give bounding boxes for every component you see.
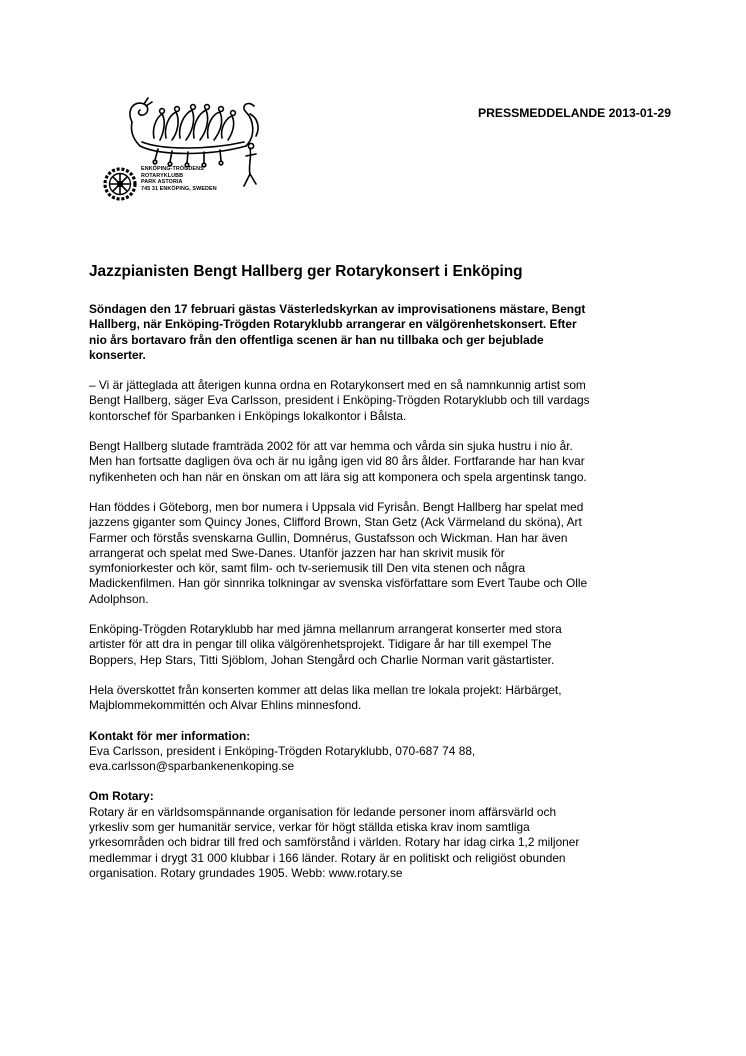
contact-heading: Kontakt för mer information:	[89, 728, 251, 743]
paragraph-line: Bengt Hallberg, säger Eva Carlsson, president i Enköping-Trögden Rotaryklubb och till vardags	[89, 393, 590, 408]
article-lede	[89, 302, 689, 363]
article-headline: Jazzpianisten Bengt Hallberg ger Rotarykonsert i Enköping	[89, 263, 523, 280]
paragraph-line: jazzens giganter som Quincy Jones, Clifford Brown, Stan Getz (Ack Värmeland du sköna), Art	[89, 515, 582, 530]
press-release-label: PRESSMEDDELANDE 2013-01-29	[477, 106, 671, 120]
about-heading: Om Rotary:	[89, 789, 154, 804]
paragraph-line: Majblommekommittén och Alvar Ehlins minnesfond.	[89, 698, 362, 713]
paragraph-line: Farmer och förstås svenskarna Gullin, Domnérus, Gustafsson och Wickman. Han har även	[89, 530, 568, 545]
paragraph-biography	[89, 500, 689, 607]
club-address-line: PARK ASTORIA	[141, 179, 183, 186]
paragraph-line: Madickenfilmen. Han gör sinnrika tolkningar av svenska visförfattare som Evert Taube och Olle	[89, 576, 588, 591]
paragraph-line: arrangerat och spelat med Swe-Danes. Utanför jazzen har han skrivit musik för	[89, 545, 505, 560]
contact-email: eva.carlsson@sparbankenenkoping.se	[89, 759, 295, 774]
contact-section	[89, 729, 689, 775]
club-address-line: ENKÖPING-TRÖGDENS	[141, 166, 204, 172]
paragraph-line: Han föddes i Göteborg, men bor numera i Uppsala vid Fyrisån. Bengt Hallberg har spelat med	[89, 499, 584, 514]
paragraph-past-concerts	[89, 622, 689, 668]
paragraph-quote	[89, 378, 689, 424]
lede-line: Söndagen den 17 februari gästas Västerledskyrkan av improvisationens mästare, Bengt	[89, 302, 586, 316]
paragraph-line: nyfikenheten och han när en önskan om att lära sig att komponera och spela argentinsk tango.	[89, 469, 587, 484]
lede-line: Hallberg, när Enköping-Trögden Rotaryklubb arrangerar en välgörenhetskonsert. Efter	[89, 317, 577, 332]
paragraph-line: – Vi är jätteglada att återigen kunna ordna en Rotarykonsert med en så namnkunnig artist som	[89, 378, 586, 393]
paragraph-line: Adolphson.	[89, 591, 149, 606]
lede-line: nio års bortavaro från den offentliga scenen är han nu tillbaka och ger bejublade	[89, 332, 544, 347]
about-line: Rotary är en världsomspännande organisation för ledande personer inom affärsvärld och	[89, 804, 557, 819]
about-line: yrkesområden och bidrar till fred och samförstånd i världen. Rotary har idag cirka 1,2 miljoner	[89, 835, 580, 850]
paragraph-career-pause	[89, 439, 689, 485]
article-body	[89, 262, 689, 896]
about-line: medlemmar i drygt 31 000 klubbar i 166 länder. Rotary är en politiskt och religiöst obunden	[89, 850, 566, 865]
lede-line: konserter.	[89, 347, 146, 362]
paragraph-line: symfoniorkester och kör, samt film- och tv-seriemusik till Den vita stenen och några	[89, 561, 526, 576]
rotary-club-logo	[100, 92, 276, 210]
paragraph-line: Bengt Hallberg slutade framträda 2002 för att var hemma och vårda sin sjuka hustru i nio år.	[89, 439, 573, 454]
paragraph-line: kontorschef för Sparbanken i Enköpings lokalkontor i Bålsta.	[89, 408, 407, 423]
about-rotary-section	[89, 789, 689, 881]
contact-line: Eva Carlsson, president i Enköping-Trögden Rotaryklubb, 070-687 74 88,	[89, 743, 476, 758]
club-address-line: 745 31 ENKÖPING, SWEDEN	[141, 185, 217, 192]
club-address-line: ROTARYKLUBB	[141, 172, 184, 179]
paragraph-line: Enköping-Trögden Rotaryklubb har med jämna mellanrum arrangerat konserter med stora	[89, 622, 562, 637]
about-line: yrkesliv som ger humanitär service, verkar för högt ställda etiska krav inom samtliga	[89, 820, 530, 835]
club-address	[141, 166, 217, 192]
paragraph-proceeds	[89, 683, 689, 714]
paragraph-line: Hela överskottet från konserten kommer att delas lika mellan tre lokala projekt: Härbärget,	[89, 682, 562, 697]
rotary-wheel-icon	[105, 169, 135, 199]
paragraph-line: artister för att dra in pengar till olika välgörenhetsprojekt. Tidigare år har till exempel The	[89, 637, 552, 652]
paragraph-line: Men han fortsatte dagligen öva och är nu igång igen vid 80 års ålder. Fortfarande har han kvar	[89, 454, 585, 469]
about-line: organisation. Rotary grundades 1905. Webb: www.rotary.se	[89, 865, 403, 880]
paragraph-line: Boppers, Hep Stars, Titti Sjöblom, Johan Stengård och Charlie Norman varit gästartister.	[89, 652, 555, 667]
